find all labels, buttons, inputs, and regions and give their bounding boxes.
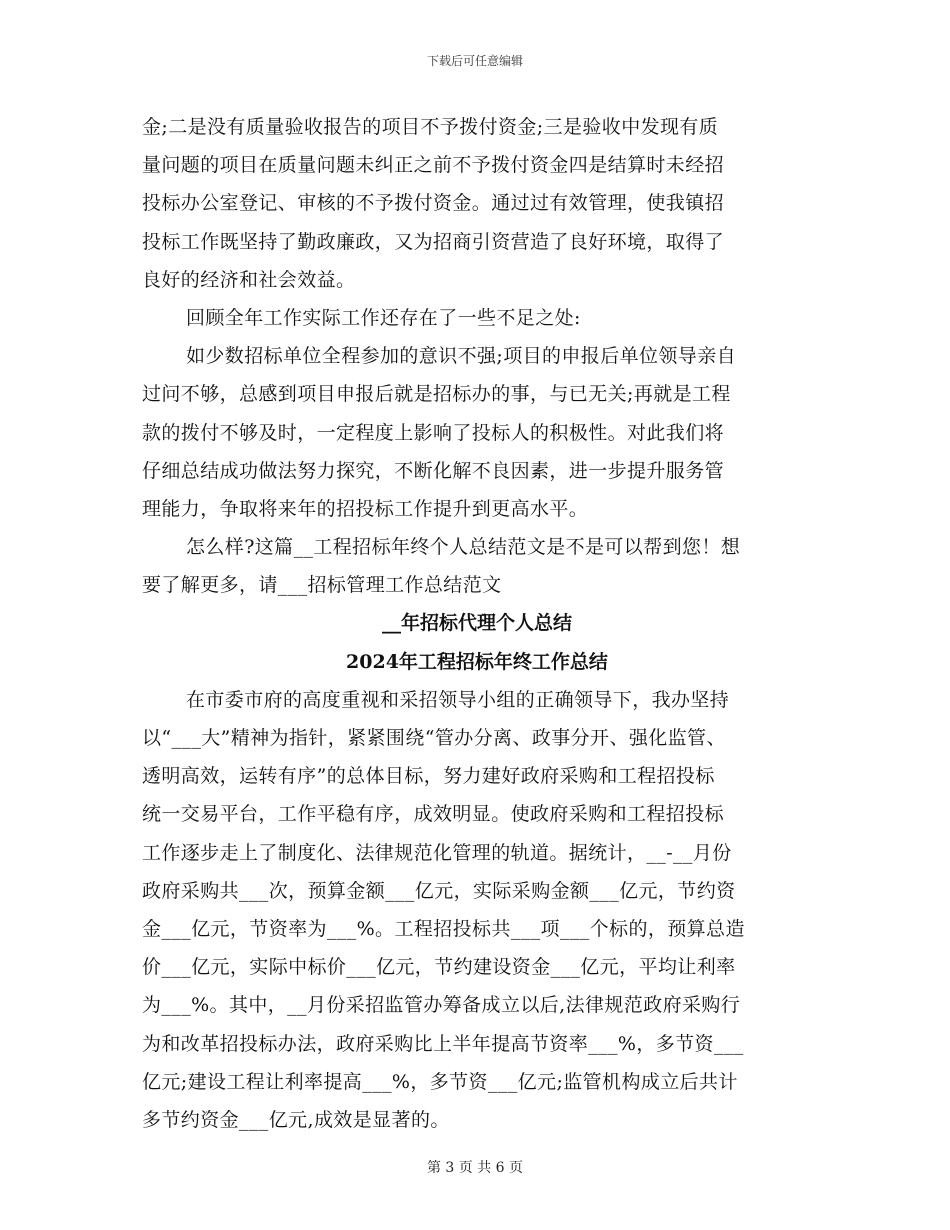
text-line: 金___亿元，节资率为___%。工程招投标共___项___个标的，预算总造 [142, 917, 745, 940]
text-line: 透明高效，运转有序”的总体目标，努力建好政府采购和工程招投标 [142, 765, 715, 788]
text-line: 在市委市府的高度重视和采招领导小组的正确领导下，我办坚持 [186, 688, 730, 711]
text-line: 怎么样?这篇__工程招标年终个人总结范文是不是可以帮到您！想 [186, 536, 741, 559]
page-header: 下载后可任意编辑 [426, 54, 523, 68]
text-line: 亿元;建设工程让利率提高___%，多节资___亿元;监管机构成立后共计 [142, 1070, 738, 1093]
text-line: 为___%。其中，__月份采招监管办筹备成立以后,法律规范政府采购行 [142, 994, 741, 1017]
text-line: 款的拨付不够及时，一定程度上影响了投标人的积极性。对此我们将 [142, 421, 725, 444]
text-line: 回顾全年工作实际工作还存在了一些不足之处: [186, 306, 581, 329]
text-line: 以“___大”精神为指针，紧紧围绕“管办分离、政事分开、强化监管、 [142, 727, 726, 749]
document-body [142, 108, 812, 1139]
text-line: 工作逐步走上了制度化、法律规范化管理的轨道。据统计，__-__月份 [142, 841, 732, 864]
text-line: 多节约资金___亿元,成效是显著的。 [142, 1108, 450, 1131]
text-line: 仔细总结成功做法努力探究，不断化解不良因素，进一步提升服务管 [142, 459, 725, 482]
section-title: 2024年工程招标年终工作总结 [346, 650, 608, 673]
text-line: 理能力，争取将来年的招投标工作提升到更高水平。 [142, 497, 589, 520]
text-line: 投标办公室登记、审核的不予拨付资金。通过过有效管理，使我镇招 [142, 192, 725, 215]
text-line: 统一交易平台，工作平稳有序，成效明显。使政府采购和工程招投标 [142, 803, 725, 826]
text-line: 良好的经济和社会效益。 [142, 268, 356, 291]
text-line: 金;二是没有质量验收报告的项目不予拨付资金;三是验收中发现有质 [142, 116, 719, 138]
text-line: 量问题的项目在质量问题未纠正之前不予拨付资金四是结算时未经招 [142, 154, 725, 177]
text-line: 为和改革招投标办法，政府采购比上半年提高节资率___%，多节资___ [142, 1032, 744, 1055]
text-line: 如少数招标单位全程参加的意识不强;项目的申报后单位领导亲自 [186, 345, 737, 368]
text-line: 价___亿元，实际中标价___亿元，节约建设资金___亿元，平均让利率 [142, 956, 736, 979]
text-line: 投标工作既坚持了勤政廉政，又为招商引资营造了良好环境，取得了 [142, 230, 725, 253]
page-footer: 第 3 页 共 6 页 [426, 1160, 524, 1176]
section-title: __年招标代理个人总结 [381, 612, 572, 635]
text-line: 要了解更多，请___招标管理工作总结范文 [142, 574, 502, 597]
text-line: 过问不够，总感到项目申报后就是招标办的事，与已无关;再就是工程 [142, 383, 731, 406]
text-line: 政府采购共___次，预算金额___亿元，实际采购金额___亿元，节约资 [142, 879, 736, 902]
